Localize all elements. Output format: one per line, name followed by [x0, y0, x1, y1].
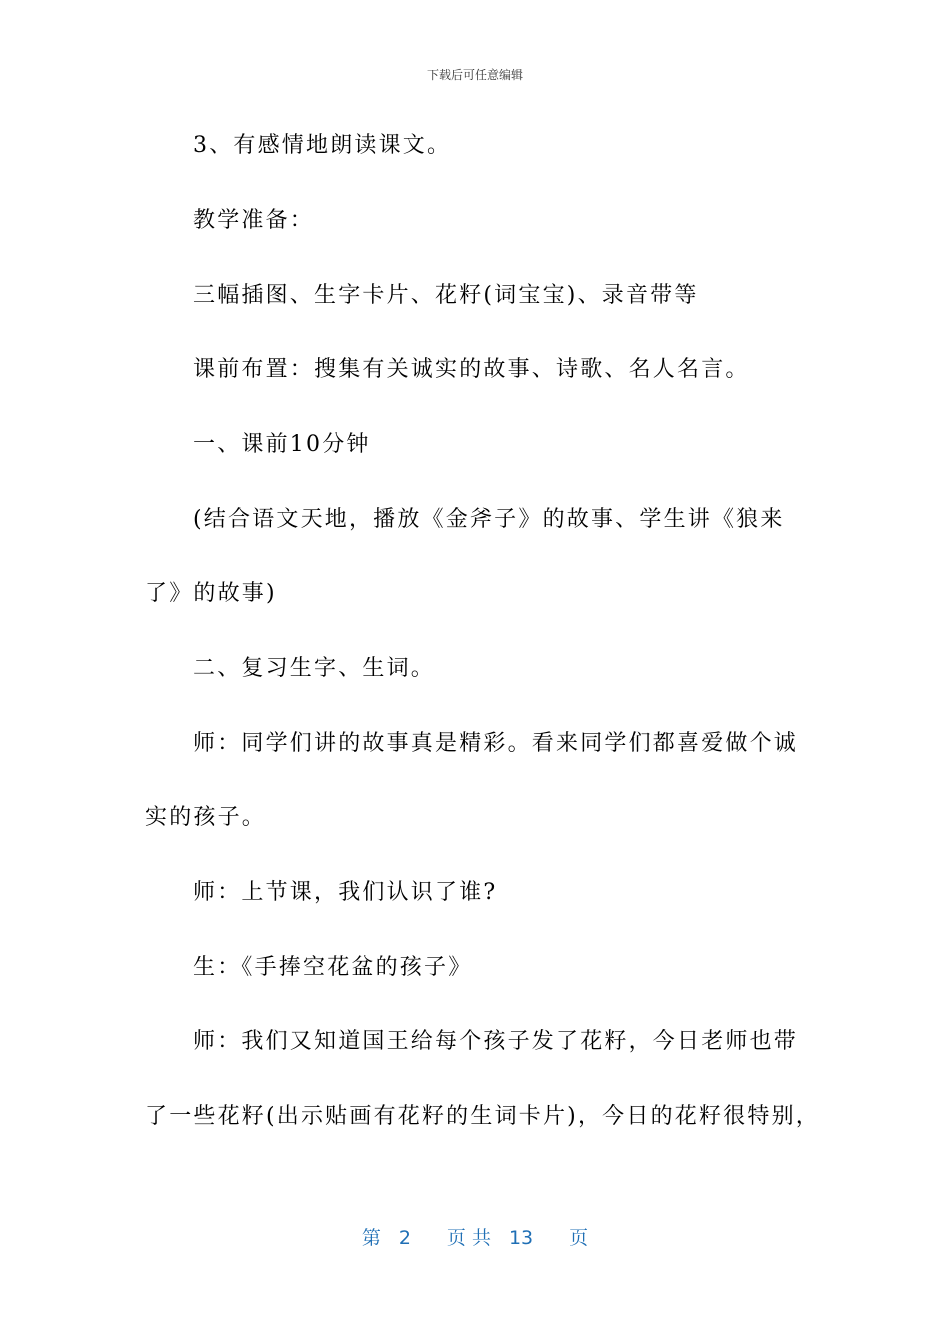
text-line: 三幅插图、生字卡片、花籽(词宝宝)、录音带等 — [193, 283, 699, 308]
text-line: 师：同学们讲的故事真是精彩。看来同学们都喜爱做个诚 — [193, 731, 799, 756]
footer-prefix: 第 — [361, 1227, 381, 1249]
text-line: 一、课前10分钟 — [193, 432, 371, 457]
footer-page-number: 2 — [398, 1227, 411, 1249]
text-line: 生：《手捧空花盆的孩子》 — [193, 955, 473, 980]
text-line: 教学准备： — [193, 208, 315, 233]
text-line: 课前布置：搜集有关诚实的故事、诗歌、名人名言。 — [193, 357, 750, 382]
footer-middle: 页 共 — [446, 1227, 491, 1249]
text-line: (结合语文天地，播放《金斧子》的故事、学生讲《狼来 — [193, 507, 785, 532]
text-line: 了》的故事) — [145, 581, 277, 606]
text-line: 师：我们又知道国王给每个孩子发了花籽，今日老师也带 — [193, 1029, 799, 1054]
text-line: 师：上节课，我们认识了谁? — [193, 880, 498, 905]
text-line: 二、复习生字、生词。 — [193, 656, 436, 681]
page-footer — [0, 1226, 950, 1250]
text-line: 了一些花籽(出示贴画有花籽的生词卡片)，今日的花籽很特别， — [145, 1104, 820, 1129]
page-header: 下载后可任意编辑 — [426, 68, 523, 82]
footer-suffix: 页 — [569, 1227, 589, 1249]
footer-total-pages: 13 — [508, 1227, 534, 1249]
text-line: 3、有感情地朗读课文。 — [193, 133, 452, 158]
text-line: 实的孩子。 — [145, 805, 267, 830]
